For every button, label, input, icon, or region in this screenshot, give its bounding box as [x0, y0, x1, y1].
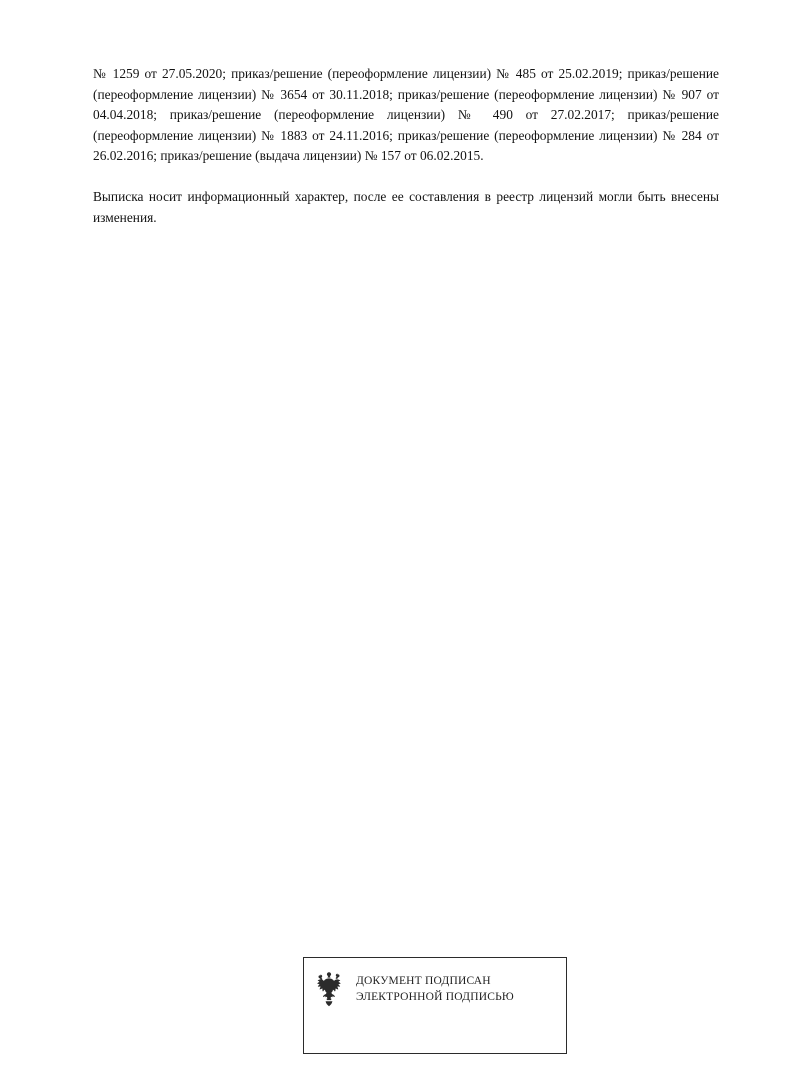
- stamp-content: [304, 970, 566, 1008]
- document-body: [93, 64, 719, 228]
- stamp-line-electronic-signature: ЭЛЕКТРОННОЙ ПОДПИСЬЮ: [356, 991, 514, 1003]
- electronic-signature-stamp: [303, 957, 567, 1054]
- double-headed-eagle-emblem-icon: [312, 970, 346, 1008]
- stamp-text-block: [356, 973, 514, 1005]
- stamp-line-document-signed: ДОКУМЕНТ ПОДПИСАН: [356, 975, 491, 987]
- paragraph-license-orders: № 1259 от 27.05.2020; приказ/решение (переоформление лицензии) № 485 от 25.02.2019; приказ/решение (переоформление лицензии) № 3654 от 30.11.2018; приказ/решение (переоформление лицензии) № 907 от 04.04.2018; приказ/решение (переоформление лицензии) № 490 от 27.02.2017; приказ/решение (переоформление лицензии) № 1883 от 24.11.2016; приказ/решение (переоформление лицензии) № 284 от 26.02.2016; приказ/решение (выдача лицензии) № 157 от 06.02.2015.: [93, 66, 719, 164]
- paragraph-disclaimer: Выписка носит информационный характер, после ее составления в реестр лицензий могли быть внесены изменения.: [93, 188, 719, 225]
